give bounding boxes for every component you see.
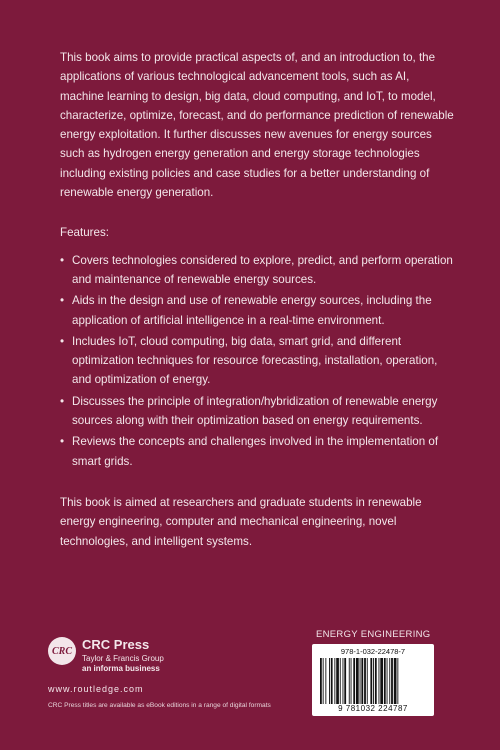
feature-item: • Discusses the principle of integration/hybridization of renewable energy sources along with their optimization based on energy requirements.	[60, 392, 455, 431]
feature-item: • Aids in the design and use of renewable energy sources, including the application of artificial intelligence in a real-time environment.	[60, 291, 455, 330]
feature-item: • Covers technologies considered to explore, predict, and perform operation and maintenance of renewable energy sources.	[60, 251, 455, 290]
feature-item: • Reviews the concepts and challenges involved in the implementation of smart grids.	[60, 432, 455, 471]
publisher-group: Taylor & Francis Group	[82, 654, 164, 663]
barcode-bars	[320, 658, 426, 704]
intro-paragraph: This book aims to provide practical aspects of, and an introduction to, the applications of various technological advancement tools, such as AI, machine learning to design, big data, cloud computing, and IoT, to model, characterize, optimize, forecast, and do performance prediction of renewable energy exploitation. It further discusses new avenues for energy sources such as hydrogen energy generation and energy storage technologies including existing policies and case studies for a better understanding of renewable energy generation.	[60, 51, 454, 200]
publisher-website[interactable]: www.routledge.com	[48, 684, 144, 694]
crc-logo-icon: CRC	[48, 637, 76, 665]
back-cover-text	[60, 48, 455, 572]
subject-category: ENERGY ENGINEERING	[316, 629, 431, 640]
audience-paragraph: This book is aimed at researchers and graduate students in renewable energy engineering, computer and mechanical engineering, novel technologies, and intelligent systems.	[60, 495, 422, 548]
barcode-digits: 9 781032 224787	[338, 704, 408, 713]
features-heading: Features:	[60, 226, 109, 240]
publisher-business: an informa business	[82, 664, 160, 673]
publisher-name: CRC Press	[82, 637, 150, 652]
isbn-barcode	[312, 644, 434, 716]
feature-item: • Includes IoT, cloud computing, big data, smart grid, and different optimization techniques for resource forecasting, installation, operation, and optimization of energy.	[60, 332, 455, 390]
isbn-number: 978-1-032-22478-7	[340, 647, 406, 656]
ebook-note: CRC Press titles are available as eBook editions in a range of digital formats	[48, 702, 271, 709]
features-list	[60, 251, 455, 471]
